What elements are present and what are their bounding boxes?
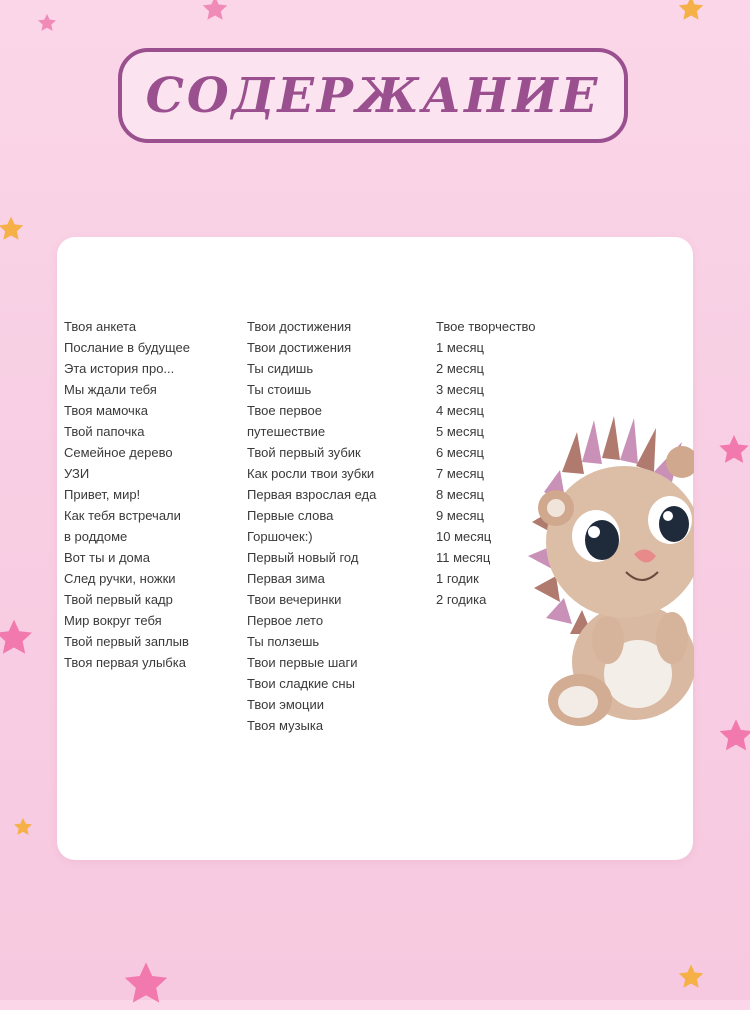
orange-star-icon [676,0,706,24]
contents-item: Твой первый кадр [64,592,173,607]
contents-item: Твой первый зубик [247,445,361,460]
contents-column-3 [436,316,536,610]
contents-item: Твои вечеринки [247,592,342,607]
contents-item: 4 месяц [436,403,484,418]
contents-item: Послание в будущее [64,340,191,355]
contents-item: 1 месяц [436,340,484,355]
contents-item: 10 месяц [436,529,492,544]
pink-star-icon [716,432,750,468]
orange-star-icon [12,816,34,838]
contents-item: Эта история про... [64,361,175,376]
contents-item: Твоя анкета [64,319,137,334]
contents-item: Твой первый заплыв [64,634,189,649]
contents-item: Привет, мир! [64,487,141,502]
contents-item: 3 месяц [436,382,484,397]
contents-item: Первое лето [247,613,324,628]
orange-star-icon [676,962,706,992]
contents-item: След ручки, ножки [64,571,176,586]
contents-item: 6 месяц [436,445,484,460]
pink-star-icon [200,0,230,24]
contents-item: Твое первое [247,403,322,418]
contents-item: в роддоме [64,529,128,544]
contents-item: 2 месяц [436,361,484,376]
contents-item: Первая взрослая еда [247,487,377,502]
contents-item: путешествие [247,424,326,439]
contents-item: Твои первые шаги [247,655,358,670]
contents-item: Твоя первая улыбка [64,655,186,670]
contents-item: Твоя мамочка [64,403,149,418]
contents-item: Мы ждали тебя [64,382,157,397]
pink-star-icon [716,716,750,756]
contents-item: Первая зима [247,571,325,586]
lion-illustration [522,412,694,742]
contents-column-2 [247,316,376,736]
contents-item: УЗИ [64,466,90,481]
contents-item: 5 месяц [436,424,484,439]
contents-item: Твои достижения [247,319,352,334]
contents-item: Как тебя встречали [64,508,181,523]
contents-item: Твои эмоции [247,697,325,712]
contents-item: 8 месяц [436,487,484,502]
contents-item: Твои достижения [247,340,352,355]
contents-item: 9 месяц [436,508,484,523]
contents-item: 7 месяц [436,466,484,481]
contents-item: Как росли твои зубки [247,466,375,481]
pink-star-icon [120,958,172,1010]
contents-item: Ты ползешь [247,634,320,649]
contents-column-1 [64,316,190,673]
page-title: СОДЕРЖАНИЕ [145,67,601,124]
contents-item: Мир вокруг тебя [64,613,162,628]
contents-item: Твое творчество [436,319,536,334]
contents-item: 1 годик [436,571,479,586]
orange-star-icon [0,214,26,244]
contents-item: 2 годика [436,592,487,607]
contents-item: Первый новый год [247,550,359,565]
contents-item: Твоя музыка [247,718,324,733]
contents-item: Ты сидишь [247,361,314,376]
contents-item: Ты стоишь [247,382,312,397]
pink-star-icon [0,616,36,660]
contents-item: Первые слова [247,508,334,523]
contents-item: Вот ты и дома [64,550,150,565]
contents-item: Твой папочка [64,424,145,439]
contents-item: 11 месяц [436,550,491,565]
title-banner [118,48,628,143]
contents-item: Семейное дерево [64,445,173,460]
pink-star-icon [36,12,58,34]
contents-item: Твои сладкие сны [247,676,355,691]
contents-item: Горшочек:) [247,529,313,544]
